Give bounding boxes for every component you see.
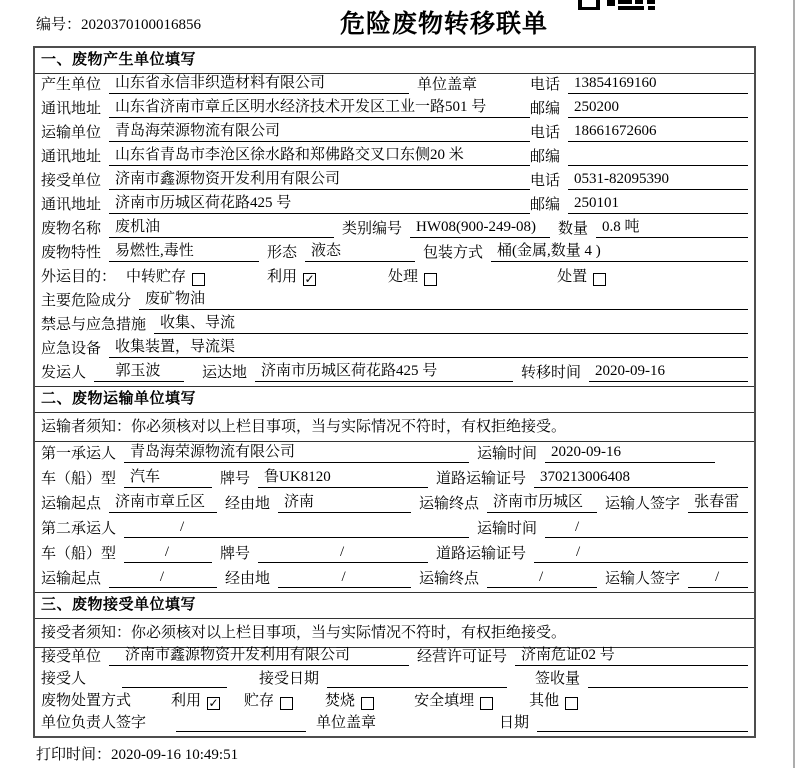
- category-code-label: 类别编号: [342, 221, 403, 238]
- producer-name-value: 山东省永信非织造材料有限公司: [109, 76, 409, 94]
- carrier-sign-label2: 运输人签字: [605, 571, 681, 588]
- receiver-address-value: 济南市历城区荷花路425 号: [109, 196, 530, 214]
- taboo-measures-row: [35, 314, 754, 338]
- plate-label2: 牌号: [220, 546, 251, 563]
- taboo-measures-label: 禁忌与应急措施: [41, 317, 147, 334]
- transporter-address-row: [35, 146, 754, 170]
- carrier1-road-permit-value: 370213006408: [534, 470, 748, 488]
- carrier1-value: 青岛海荣源物流有限公司: [124, 445, 469, 463]
- quantity-label: 数量: [558, 221, 589, 238]
- carrier2-vehicle-value: /: [124, 545, 212, 563]
- signed-quantity-label: 签收量: [535, 671, 581, 688]
- print-time: [36, 743, 238, 764]
- packing-value: 桶(金属,数量 4 ): [491, 244, 748, 262]
- option-treatment-label: 处理: [388, 269, 419, 286]
- waste-character-label: 废物特性: [41, 245, 102, 262]
- print-time-value: 2020-09-16 10:49:51: [111, 747, 239, 763]
- road-permit-label: 道路运输证号: [436, 471, 527, 488]
- checkbox-disposal-other: [565, 697, 578, 710]
- carrier1-via-value: 济南: [278, 495, 411, 513]
- option-disposal-label: 处置: [557, 269, 588, 286]
- packing-label: 包装方式: [423, 245, 484, 262]
- license-value: 济南危证02 号: [515, 648, 748, 666]
- receiving-person-row: [35, 670, 754, 692]
- receiver-row: [35, 170, 754, 194]
- destination-label: 运达地: [202, 365, 248, 382]
- producer-phone-value: 13854169160: [568, 76, 748, 94]
- receiving-date-value: [327, 686, 507, 688]
- disposal-method-row: [35, 692, 754, 714]
- option-transit-storage-label: 中转贮存: [126, 269, 187, 286]
- transporter-notice: 运输者须知：你必须核对以上栏目事项，当与实际情况不符时，有权拒绝接受。: [35, 413, 754, 442]
- carrier1-sign-value: 张春雷: [688, 495, 748, 513]
- checkbox-transit-storage: [192, 273, 205, 286]
- carrier1-time-label: 运输时间: [477, 446, 538, 463]
- transporter-phone-label: 电话: [529, 125, 560, 142]
- checkbox-disposal: [593, 273, 606, 286]
- receiver-address-label: 通讯地址: [41, 197, 102, 214]
- transporter-name-value: 青岛海荣源物流有限公司: [109, 124, 530, 142]
- checkbox-reuse: ✓: [304, 272, 315, 286]
- emergency-equipment-row: [35, 338, 754, 362]
- receiver-phone-label: 电话: [529, 173, 560, 190]
- carrier2-time-label: 运输时间: [477, 521, 538, 538]
- transporter-zip-label: 邮编: [529, 149, 560, 166]
- quantity-value: 0.8 吨: [596, 220, 748, 238]
- carrier1-end-value: 济南市历城区: [487, 495, 597, 513]
- checkbox-disposal-incineration: [361, 697, 374, 710]
- carrier2-end-value: /: [487, 570, 597, 588]
- transporter-label: 运输单位: [41, 125, 102, 142]
- disposal-reuse-label: 利用: [171, 693, 202, 710]
- doc-number-value: 2020370100016856: [81, 17, 202, 33]
- carrier2-road-permit-value: /: [534, 545, 748, 563]
- transfer-time-label: 转移时间: [521, 365, 582, 382]
- checkbox-disposal-reuse: ✓: [208, 696, 219, 710]
- section2-title: 二、废物运输单位填写: [35, 386, 754, 413]
- carrier1-route-row: [35, 492, 754, 517]
- road-permit-label2: 道路运输证号: [436, 546, 527, 563]
- receiver-phone-value: 0531-82095390: [568, 172, 748, 190]
- checkbox-disposal-landfill: [480, 697, 493, 710]
- carrier1-vehicle-value: 汽车: [124, 470, 212, 488]
- checkbox-treatment: [424, 273, 437, 286]
- destination-value: 济南市历城区荷花路425 号: [255, 364, 513, 382]
- waste-character-value: 易燃性,毒性: [109, 244, 259, 262]
- carrier2-origin-value: /: [109, 570, 217, 588]
- receiving-unit-value: 济南市鑫源物资开发利用有限公司: [109, 648, 409, 666]
- origin-label: 运输起点: [41, 496, 102, 513]
- unit-seal-label: 单位盖章: [417, 77, 478, 94]
- producer-address-row: [35, 98, 754, 122]
- signed-quantity-value: [588, 686, 748, 688]
- receiver-zip-label: 邮编: [529, 197, 560, 214]
- receiver-name-value: 济南市鑫源物资开发利用有限公司: [109, 172, 530, 190]
- page-edge-line: [793, 0, 795, 768]
- shipper-row: [35, 362, 754, 386]
- producer-label: 产生单位: [41, 77, 102, 94]
- carrier2-vehicle-row: [35, 542, 754, 567]
- carrier2-via-value: /: [278, 570, 411, 588]
- carrier1-label: 第一承运人: [41, 446, 117, 463]
- hazard-component-label: 主要危险成分: [41, 293, 132, 310]
- carrier2-row: [35, 517, 754, 542]
- form-title: 危险废物转移联单: [339, 11, 548, 38]
- carrier2-label: 第二承运人: [41, 521, 117, 538]
- carrier2-plate-value: /: [258, 545, 428, 563]
- plate-label: 牌号: [220, 471, 251, 488]
- vehicle-type-label2: 车（船）型: [41, 546, 117, 563]
- transporter-phone-value: 18661672606: [568, 124, 748, 142]
- transfer-form-box: [33, 46, 756, 738]
- responsible-sign-row: [35, 714, 754, 736]
- carrier2-time-value: /: [545, 520, 748, 538]
- emergency-equipment-value: 收集装置，导流渠: [109, 340, 748, 358]
- receiver-zip-value: 250101: [568, 196, 748, 214]
- section1-title: 一、废物产生单位填写: [35, 48, 754, 74]
- waste-name-label: 废物名称: [41, 221, 102, 238]
- waste-name-value: 废机油: [109, 220, 334, 238]
- carrier-sign-label: 运输人签字: [605, 496, 681, 513]
- waste-character-row: [35, 242, 754, 266]
- producer-address-value: 山东省济南市章丘区明水经济技术开发区工业一路501 号: [109, 100, 530, 118]
- transfer-purpose-label: 外运目的：: [41, 269, 117, 286]
- date-label: 日期: [499, 715, 530, 732]
- carrier2-sign-value: /: [688, 570, 748, 588]
- carrier1-row: [35, 442, 754, 467]
- category-code-value: HW08(900-249-08): [410, 220, 550, 238]
- responsible-sign-value: [176, 730, 306, 732]
- receiving-person-value: [122, 686, 227, 688]
- carrier1-origin-value: 济南市章丘区: [109, 495, 217, 513]
- transporter-address-value: 山东省青岛市李沧区徐水路和郑佛路交叉口东侧20 米: [109, 148, 530, 166]
- transporter-zip-value: [568, 164, 748, 166]
- receiver-address-row: [35, 194, 754, 218]
- doc-number-label: 编号：: [36, 17, 82, 33]
- carrier2-value: /: [124, 520, 469, 538]
- producer-address-label: 通讯地址: [41, 101, 102, 118]
- qr-code-fragment-icon: [578, 0, 656, 10]
- hazard-component-row: [35, 290, 754, 314]
- emergency-equipment-label: 应急设备: [41, 341, 102, 358]
- receiver-notice: 接受者须知：你必须核对以上栏目事项，当与实际情况不符时，有权拒绝接受。: [35, 619, 754, 648]
- producer-zip-label: 邮编: [529, 101, 560, 118]
- transfer-time-value: 2020-09-16: [589, 364, 748, 382]
- receiver-label: 接受单位: [41, 173, 102, 190]
- form-state-label: 形态: [267, 245, 298, 262]
- end-label2: 运输终点: [419, 571, 480, 588]
- taboo-measures-value: 收集、导流: [154, 316, 748, 334]
- origin-label2: 运输起点: [41, 571, 102, 588]
- carrier1-plate-value: 鲁UK8120: [258, 470, 428, 488]
- transporter-row: [35, 122, 754, 146]
- shipper-value: 郭玉波: [94, 364, 184, 382]
- receiving-unit-label: 接受单位: [41, 649, 102, 666]
- producer-row: [35, 74, 754, 98]
- shipper-label: 发运人: [41, 365, 87, 382]
- carrier1-vehicle-row: [35, 467, 754, 492]
- via-label2: 经由地: [225, 571, 271, 588]
- carrier1-time-value: 2020-09-16: [545, 445, 715, 463]
- producer-zip-value: 250200: [568, 100, 748, 118]
- print-time-label: 打印时间：: [36, 747, 112, 763]
- hazard-component-value: 废矿物油: [139, 292, 748, 310]
- via-label: 经由地: [225, 496, 271, 513]
- date-value: [537, 730, 748, 732]
- responsible-sign-label: 单位负责人签字: [41, 715, 147, 732]
- form-state-value: 液态: [305, 244, 415, 262]
- unit-seal-label2: 单位盖章: [316, 715, 377, 732]
- disposal-method-label: 废物处置方式: [41, 693, 132, 710]
- producer-phone-label: 电话: [529, 77, 560, 94]
- checkbox-disposal-storage: [280, 697, 293, 710]
- section3-title: 三、废物接受单位填写: [35, 592, 754, 619]
- receiving-date-label: 接受日期: [259, 671, 320, 688]
- carrier2-route-row: [35, 567, 754, 592]
- receiving-unit-row: [35, 648, 754, 670]
- disposal-landfill-label: 安全填埋: [414, 693, 475, 710]
- disposal-storage-label: 贮存: [244, 693, 275, 710]
- vehicle-type-label: 车（船）型: [41, 471, 117, 488]
- disposal-incineration-label: 焚烧: [325, 693, 356, 710]
- end-label: 运输终点: [419, 496, 480, 513]
- option-reuse-label: 利用: [267, 269, 298, 286]
- transporter-address-label: 通讯地址: [41, 149, 102, 166]
- waste-name-row: [35, 218, 754, 242]
- receiving-person-label: 接受人: [41, 671, 87, 688]
- disposal-other-label: 其他: [529, 693, 560, 710]
- transfer-purpose-row: [35, 266, 754, 290]
- license-label: 经营许可证号: [417, 649, 508, 666]
